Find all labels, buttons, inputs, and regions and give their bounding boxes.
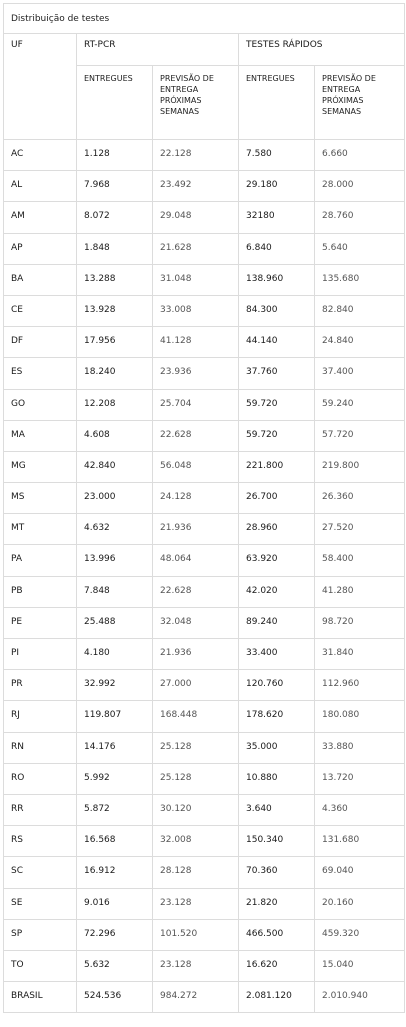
cell-pcr-previsao: 168.448 <box>153 701 239 732</box>
tests-distribution-table <box>3 3 405 1013</box>
cell-pcr-previsao: 41.128 <box>153 327 239 358</box>
header-uf: UF <box>4 34 77 140</box>
cell-rapidos-previsao: 37.400 <box>315 358 405 389</box>
cell-uf: RJ <box>4 701 77 732</box>
cell-uf: AC <box>4 140 77 171</box>
cell-rapidos-entregues: 37.760 <box>239 358 315 389</box>
table-row <box>4 358 405 389</box>
cell-rapidos-entregues: 33.400 <box>239 639 315 670</box>
cell-rapidos-previsao: 2.010.940 <box>315 982 405 1013</box>
cell-pcr-entregues: 7.968 <box>77 171 153 202</box>
cell-uf: RR <box>4 794 77 825</box>
header-testes-rapidos: TESTES RÁPIDOS <box>239 34 405 66</box>
cell-rapidos-previsao: 112.960 <box>315 670 405 701</box>
cell-uf: MG <box>4 451 77 482</box>
table-row <box>4 982 405 1013</box>
cell-pcr-previsao: 48.064 <box>153 545 239 576</box>
cell-pcr-previsao: 30.120 <box>153 794 239 825</box>
cell-uf: GO <box>4 389 77 420</box>
table-row <box>4 732 405 763</box>
table-row <box>4 950 405 981</box>
cell-pcr-previsao: 25.704 <box>153 389 239 420</box>
cell-rapidos-previsao: 13.720 <box>315 763 405 794</box>
cell-pcr-entregues: 16.912 <box>77 857 153 888</box>
cell-pcr-previsao: 24.128 <box>153 483 239 514</box>
cell-pcr-previsao: 22.628 <box>153 420 239 451</box>
cell-rapidos-previsao: 41.280 <box>315 576 405 607</box>
cell-rapidos-entregues: 2.081.120 <box>239 982 315 1013</box>
cell-pcr-entregues: 4.632 <box>77 514 153 545</box>
cell-pcr-entregues: 23.000 <box>77 483 153 514</box>
cell-pcr-previsao: 27.000 <box>153 670 239 701</box>
table-row <box>4 639 405 670</box>
cell-pcr-previsao: 56.048 <box>153 451 239 482</box>
cell-pcr-entregues: 17.956 <box>77 327 153 358</box>
cell-rapidos-entregues: 120.760 <box>239 670 315 701</box>
cell-rapidos-entregues: 466.500 <box>239 919 315 950</box>
cell-uf: TO <box>4 950 77 981</box>
cell-rapidos-previsao: 27.520 <box>315 514 405 545</box>
header-rapidos-entregues: ENTREGUES <box>239 66 315 140</box>
cell-pcr-entregues: 1.848 <box>77 233 153 264</box>
cell-pcr-previsao: 25.128 <box>153 763 239 794</box>
cell-pcr-entregues: 12.208 <box>77 389 153 420</box>
table-row <box>4 576 405 607</box>
table-row <box>4 701 405 732</box>
cell-rapidos-previsao: 6.660 <box>315 140 405 171</box>
table-row <box>4 826 405 857</box>
table-row <box>4 888 405 919</box>
cell-pcr-entregues: 42.840 <box>77 451 153 482</box>
cell-pcr-entregues: 119.807 <box>77 701 153 732</box>
cell-rapidos-entregues: 32180 <box>239 202 315 233</box>
cell-rapidos-entregues: 59.720 <box>239 389 315 420</box>
cell-pcr-previsao: 23.492 <box>153 171 239 202</box>
cell-pcr-entregues: 524.536 <box>77 982 153 1013</box>
cell-uf: CE <box>4 295 77 326</box>
cell-rapidos-entregues: 35.000 <box>239 732 315 763</box>
cell-rapidos-previsao: 5.640 <box>315 233 405 264</box>
cell-pcr-entregues: 5.872 <box>77 794 153 825</box>
cell-pcr-previsao: 22.628 <box>153 576 239 607</box>
table-row <box>4 233 405 264</box>
cell-pcr-previsao: 22.128 <box>153 140 239 171</box>
cell-uf: PI <box>4 639 77 670</box>
cell-rapidos-previsao: 69.040 <box>315 857 405 888</box>
cell-uf: SP <box>4 919 77 950</box>
cell-pcr-entregues: 14.176 <box>77 732 153 763</box>
cell-uf: BA <box>4 264 77 295</box>
cell-pcr-previsao: 25.128 <box>153 732 239 763</box>
cell-pcr-entregues: 4.608 <box>77 420 153 451</box>
table-row <box>4 607 405 638</box>
table-row <box>4 140 405 171</box>
cell-pcr-previsao: 32.008 <box>153 826 239 857</box>
cell-pcr-entregues: 1.128 <box>77 140 153 171</box>
cell-rapidos-previsao: 98.720 <box>315 607 405 638</box>
header-rapidos-previsao: PREVISÃO DE ENTREGA PRÓXIMAS SEMANAS <box>315 66 405 140</box>
cell-uf: AP <box>4 233 77 264</box>
cell-uf: RN <box>4 732 77 763</box>
cell-pcr-previsao: 984.272 <box>153 982 239 1013</box>
cell-pcr-entregues: 25.488 <box>77 607 153 638</box>
cell-pcr-entregues: 7.848 <box>77 576 153 607</box>
cell-rapidos-entregues: 178.620 <box>239 701 315 732</box>
cell-rapidos-entregues: 63.920 <box>239 545 315 576</box>
table-caption: Distribuição de testes <box>4 4 405 34</box>
table-body <box>4 140 405 1013</box>
cell-rapidos-previsao: 459.320 <box>315 919 405 950</box>
header-rt-pcr: RT-PCR <box>77 34 239 66</box>
cell-pcr-entregues: 13.928 <box>77 295 153 326</box>
table-row <box>4 919 405 950</box>
cell-rapidos-previsao: 180.080 <box>315 701 405 732</box>
table-row <box>4 545 405 576</box>
cell-pcr-entregues: 16.568 <box>77 826 153 857</box>
cell-rapidos-entregues: 150.340 <box>239 826 315 857</box>
cell-pcr-entregues: 9.016 <box>77 888 153 919</box>
cell-rapidos-entregues: 70.360 <box>239 857 315 888</box>
cell-rapidos-previsao: 4.360 <box>315 794 405 825</box>
cell-rapidos-previsao: 28.000 <box>315 171 405 202</box>
cell-uf: DF <box>4 327 77 358</box>
cell-pcr-previsao: 33.008 <box>153 295 239 326</box>
cell-rapidos-entregues: 28.960 <box>239 514 315 545</box>
cell-uf: MT <box>4 514 77 545</box>
cell-rapidos-previsao: 58.400 <box>315 545 405 576</box>
table-row <box>4 295 405 326</box>
cell-pcr-previsao: 29.048 <box>153 202 239 233</box>
cell-uf: PB <box>4 576 77 607</box>
cell-pcr-entregues: 8.072 <box>77 202 153 233</box>
cell-rapidos-entregues: 221.800 <box>239 451 315 482</box>
table-row <box>4 420 405 451</box>
cell-rapidos-entregues: 44.140 <box>239 327 315 358</box>
cell-rapidos-entregues: 42.020 <box>239 576 315 607</box>
table-row <box>4 763 405 794</box>
cell-pcr-previsao: 101.520 <box>153 919 239 950</box>
cell-pcr-previsao: 21.628 <box>153 233 239 264</box>
cell-rapidos-previsao: 131.680 <box>315 826 405 857</box>
cell-rapidos-entregues: 16.620 <box>239 950 315 981</box>
cell-rapidos-entregues: 84.300 <box>239 295 315 326</box>
cell-pcr-previsao: 31.048 <box>153 264 239 295</box>
cell-uf: AM <box>4 202 77 233</box>
cell-pcr-previsao: 23.936 <box>153 358 239 389</box>
cell-uf: ES <box>4 358 77 389</box>
cell-rapidos-entregues: 10.880 <box>239 763 315 794</box>
tests-distribution-table-container <box>3 3 404 1013</box>
cell-pcr-previsao: 23.128 <box>153 950 239 981</box>
cell-rapidos-entregues: 59.720 <box>239 420 315 451</box>
cell-pcr-entregues: 5.632 <box>77 950 153 981</box>
cell-rapidos-entregues: 26.700 <box>239 483 315 514</box>
cell-pcr-entregues: 13.996 <box>77 545 153 576</box>
table-row <box>4 857 405 888</box>
cell-uf: PA <box>4 545 77 576</box>
cell-uf: BRASIL <box>4 982 77 1013</box>
cell-rapidos-previsao: 82.840 <box>315 295 405 326</box>
cell-uf: MA <box>4 420 77 451</box>
cell-rapidos-previsao: 15.040 <box>315 950 405 981</box>
cell-rapidos-previsao: 20.160 <box>315 888 405 919</box>
table-row <box>4 171 405 202</box>
header-pcr-previsao: PREVISÃO DE ENTREGA PRÓXIMAS SEMANAS <box>153 66 239 140</box>
cell-rapidos-entregues: 29.180 <box>239 171 315 202</box>
cell-uf: SE <box>4 888 77 919</box>
cell-pcr-previsao: 28.128 <box>153 857 239 888</box>
cell-rapidos-previsao: 26.360 <box>315 483 405 514</box>
table-row <box>4 670 405 701</box>
cell-uf: MS <box>4 483 77 514</box>
cell-pcr-previsao: 32.048 <box>153 607 239 638</box>
table-row <box>4 514 405 545</box>
cell-uf: PE <box>4 607 77 638</box>
cell-pcr-previsao: 21.936 <box>153 639 239 670</box>
cell-rapidos-previsao: 135.680 <box>315 264 405 295</box>
table-row <box>4 389 405 420</box>
cell-pcr-previsao: 23.128 <box>153 888 239 919</box>
cell-rapidos-previsao: 31.840 <box>315 639 405 670</box>
cell-rapidos-previsao: 59.240 <box>315 389 405 420</box>
cell-rapidos-entregues: 7.580 <box>239 140 315 171</box>
table-row <box>4 483 405 514</box>
cell-pcr-entregues: 72.296 <box>77 919 153 950</box>
cell-uf: RS <box>4 826 77 857</box>
cell-rapidos-previsao: 28.760 <box>315 202 405 233</box>
cell-rapidos-previsao: 57.720 <box>315 420 405 451</box>
cell-rapidos-previsao: 24.840 <box>315 327 405 358</box>
cell-rapidos-entregues: 21.820 <box>239 888 315 919</box>
table-row <box>4 794 405 825</box>
cell-pcr-entregues: 18.240 <box>77 358 153 389</box>
table-row <box>4 264 405 295</box>
table-row <box>4 451 405 482</box>
table-row <box>4 327 405 358</box>
cell-rapidos-previsao: 33.880 <box>315 732 405 763</box>
cell-uf: RO <box>4 763 77 794</box>
cell-rapidos-entregues: 3.640 <box>239 794 315 825</box>
cell-pcr-entregues: 32.992 <box>77 670 153 701</box>
cell-uf: AL <box>4 171 77 202</box>
cell-uf: PR <box>4 670 77 701</box>
header-pcr-entregues: ENTREGUES <box>77 66 153 140</box>
cell-pcr-entregues: 13.288 <box>77 264 153 295</box>
cell-rapidos-previsao: 219.800 <box>315 451 405 482</box>
cell-pcr-entregues: 5.992 <box>77 763 153 794</box>
table-row <box>4 202 405 233</box>
cell-rapidos-entregues: 89.240 <box>239 607 315 638</box>
cell-uf: SC <box>4 857 77 888</box>
cell-pcr-entregues: 4.180 <box>77 639 153 670</box>
cell-rapidos-entregues: 138.960 <box>239 264 315 295</box>
cell-pcr-previsao: 21.936 <box>153 514 239 545</box>
cell-rapidos-entregues: 6.840 <box>239 233 315 264</box>
